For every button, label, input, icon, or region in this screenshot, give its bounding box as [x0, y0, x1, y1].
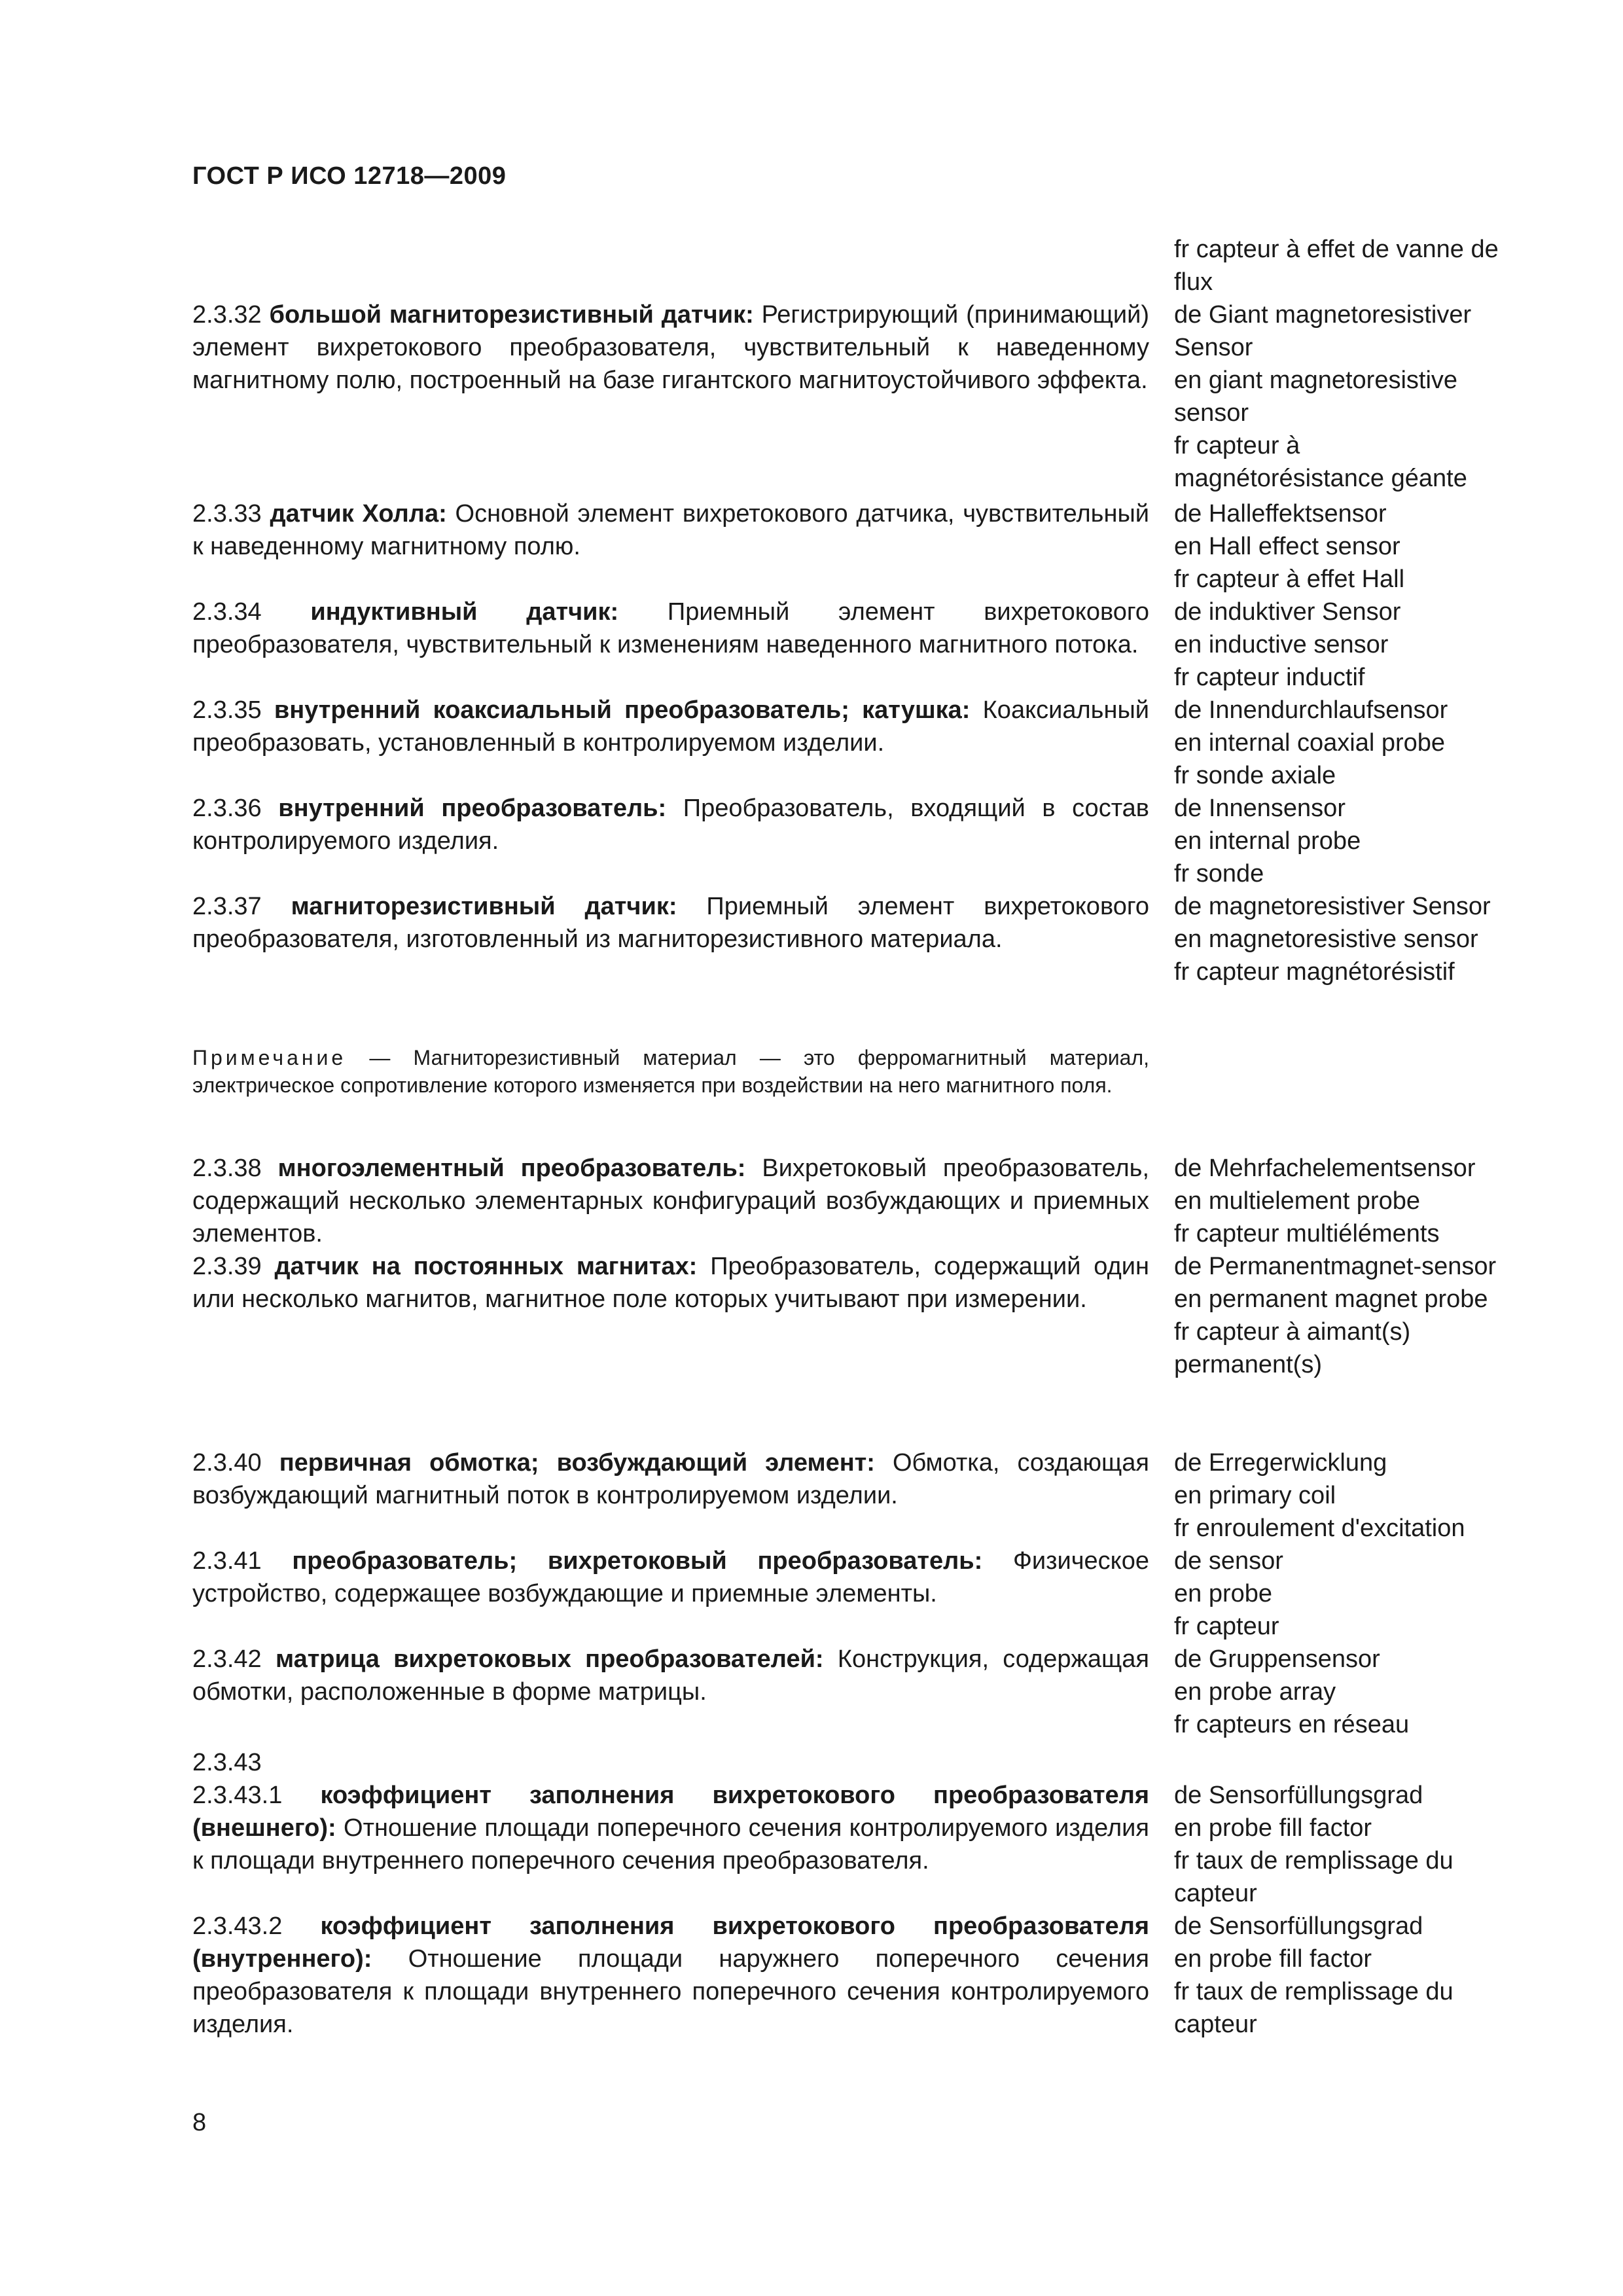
translation-line: de sensor [1174, 1547, 1283, 1575]
term-translations [1174, 1779, 1500, 1910]
document-header: ГОСТ Р ИСО 12718—2009 [192, 162, 507, 190]
term-number: 2.3.32 [192, 301, 262, 329]
term-definition-block [192, 792, 1149, 857]
translation-line: fr capteur [1174, 1613, 1279, 1640]
term-definition: Коаксиальный преобразовать, установленный в контролируемом изделии. [192, 696, 1149, 757]
term-definition-block [192, 1910, 1149, 2041]
translation-line: fr capteur à aimant(s) permanent(s) [1174, 1318, 1411, 1378]
term-definition-block [192, 1746, 1149, 1779]
term-number: 2.3.43 [192, 1749, 262, 1776]
term-definition-block [192, 298, 1149, 397]
translation-line: de Sensorfüllungsgrad [1174, 1912, 1423, 1940]
translation-line: fr capteur à effet de vanne de flux [1174, 236, 1499, 296]
term-name: большой магниторезистивный датчик: [269, 301, 754, 329]
term-definition-block [192, 596, 1149, 661]
translation-line: fr capteur inductif [1174, 664, 1365, 691]
translation-line: fr enroulement d'excitation [1174, 1515, 1465, 1542]
term-definition: Основной элемент вихретокового датчика, чувствительный к наведенному магнитному полю. [192, 500, 1149, 560]
term-number: 2.3.39 [192, 1253, 262, 1280]
translation-line: fr capteur magnétorésistif [1174, 958, 1455, 986]
term-definition: Отношение площади наружнего поперечного сечения преобразователя к площади внутреннего поперечного сечения контролируемого изделия. [192, 1945, 1149, 2038]
term-definition: Приемный элемент вихретокового преобразователя, чувствительный к изменениям наведенного магнитного потока. [192, 598, 1150, 658]
note-text: — Магниторезистивный материал — это ферромагнитный материал, электрическое сопротивление которого изменяется при воздействии на него магнитного поля. [192, 1046, 1150, 1097]
translation-line: fr capteurs en réseau [1174, 1711, 1410, 1738]
translation-line: fr taux de remplissage du capteur [1174, 1847, 1454, 1907]
term-name: коэффициент заполнения вихретокового преобразователя (внутреннего): [192, 1912, 1149, 1973]
translation-line: en probe fill factor [1174, 1945, 1372, 1973]
translation-line: fr sonde [1174, 860, 1264, 888]
translation-line: en internal coaxial probe [1174, 729, 1446, 757]
term-number: 2.3.37 [192, 893, 262, 920]
translation-line: en Hall effect sensor [1174, 533, 1400, 560]
term-name: датчик на постоянных магнитах: [274, 1253, 698, 1280]
translation-line: de Innendurchlaufsensor [1174, 696, 1448, 724]
term-definition-block [192, 1545, 1149, 1610]
term-name: первичная обмотка; возбуждающий элемент: [279, 1449, 875, 1477]
translation-line: de magnetoresistiver Sensor [1174, 893, 1491, 920]
translation-line: en probe fill factor [1174, 1814, 1372, 1842]
translation-line: de Innensensor [1174, 795, 1346, 822]
note-label: Примечание [192, 1046, 347, 1069]
term-name: датчик Холла: [270, 500, 447, 528]
term-number: 2.3.43.1 [192, 1782, 283, 1809]
term-name: преобразователь; вихретоковый преобразователь: [292, 1547, 983, 1575]
term-translations [1174, 1545, 1500, 1643]
term-definition: Преобразователь, входящий в состав контролируемого изделия. [192, 795, 1149, 855]
term-translations [1174, 233, 1500, 298]
term-definition-block [192, 1446, 1149, 1512]
term-translations [1174, 694, 1500, 792]
term-name: многоэлементный преобразователь: [277, 1155, 746, 1182]
term-number: 2.3.35 [192, 696, 262, 724]
translation-line: en multielement probe [1174, 1187, 1420, 1215]
term-translations [1174, 1643, 1500, 1741]
term-definition-block [192, 1779, 1149, 1877]
translation-line: de Giant magnetoresistiver Sensor [1174, 301, 1472, 361]
term-translations [1174, 497, 1500, 596]
term-definition-block [192, 890, 1149, 956]
term-definition: Преобразователь, содержащий один или несколько магнитов, магнитное поле которых учитывают при измерении. [192, 1253, 1149, 1313]
term-definition-block [192, 1152, 1149, 1250]
term-definition: Отношение площади поперечного сечения контролируемого изделия к площади внутреннего поперечного сечения преобразователя. [192, 1814, 1149, 1874]
term-definition: Вихретоковый преобразователь, содержащий несколько элементарных конфигураций возбуждающих и приемных элементов. [192, 1155, 1149, 1247]
translation-line: en probe array [1174, 1678, 1336, 1706]
term-translations [1174, 890, 1500, 988]
translation-line: en giant magnetoresistive sensor [1174, 367, 1458, 427]
translation-line: fr taux de remplissage du capteur [1174, 1978, 1454, 2038]
translation-line: de Halleffektsensor [1174, 500, 1387, 528]
term-definition: Приемный элемент вихретокового преобразователя, изготовленный из магниторезистивного материала. [192, 893, 1149, 953]
page-number: 8 [192, 2109, 207, 2136]
term-name: внутренний коаксиальный преобразователь; катушка: [274, 696, 971, 724]
translation-line: de Permanentmagnet-sensor [1174, 1253, 1497, 1280]
translation-line: en magnetoresistive sensor [1174, 925, 1478, 953]
term-number: 2.3.34 [192, 598, 262, 626]
term-translations [1174, 298, 1500, 495]
term-definition-block [192, 497, 1149, 563]
translation-line: fr capteur multiéléments [1174, 1220, 1440, 1247]
term-definition: Конструкция, содержащая обмотки, расположенные в форме матрицы. [192, 1645, 1149, 1706]
term-translations [1174, 792, 1500, 890]
term-translations [1174, 1250, 1500, 1381]
translation-line: de Mehrfachelementsensor [1174, 1155, 1476, 1182]
translation-line: en probe [1174, 1580, 1273, 1607]
translation-line: en primary coil [1174, 1482, 1336, 1509]
translation-line: de Gruppensensor [1174, 1645, 1380, 1673]
term-number: 2.3.42 [192, 1645, 262, 1673]
term-number: 2.3.43.2 [192, 1912, 283, 1940]
translation-line: en inductive sensor [1174, 631, 1389, 658]
term-definition: Регистрирующий (принимающий) элемент вихретокового преобразователя, чувствительный к наведенному магнитному полю, построенный на базе гигантского магнитоустойчивого эффекта. [192, 301, 1150, 394]
term-definition-block [192, 1250, 1149, 1316]
note-block [192, 1044, 1149, 1099]
term-number: 2.3.33 [192, 500, 262, 528]
term-name: коэффициент заполнения вихретокового преобразователя (внешнего): [192, 1782, 1149, 1842]
translation-line: en permanent magnet probe [1174, 1285, 1488, 1313]
translation-line: de Erregerwicklung [1174, 1449, 1387, 1477]
term-definition-block [192, 1643, 1149, 1708]
term-definition: Обмотка, создающая возбуждающий магнитный поток в контролируемом изделии. [192, 1449, 1149, 1509]
term-number: 2.3.36 [192, 795, 262, 822]
term-definition: Физическое устройство, содержащее возбуждающие и приемные элементы. [192, 1547, 1150, 1607]
translation-line: fr sonde axiale [1174, 762, 1336, 789]
translation-line: de induktiver Sensor [1174, 598, 1401, 626]
term-definition-block [192, 694, 1149, 759]
translation-line: fr capteur à effet Hall [1174, 565, 1405, 593]
term-name: индуктивный датчик: [310, 598, 619, 626]
translation-line: en internal probe [1174, 827, 1361, 855]
term-translations [1174, 1152, 1500, 1250]
term-name: матрица вихретоковых преобразователей: [275, 1645, 824, 1673]
term-name: внутренний преобразователь: [278, 795, 667, 822]
term-name: магниторезистивный датчик: [291, 893, 677, 920]
term-translations [1174, 596, 1500, 694]
term-number: 2.3.41 [192, 1547, 262, 1575]
term-number: 2.3.40 [192, 1449, 262, 1477]
translation-line: de Sensorfüllungsgrad [1174, 1782, 1423, 1809]
term-translations [1174, 1910, 1500, 2041]
term-translations [1174, 1446, 1500, 1545]
term-number: 2.3.38 [192, 1155, 262, 1182]
translation-line: fr capteur à magnétorésistance géante [1174, 432, 1467, 492]
